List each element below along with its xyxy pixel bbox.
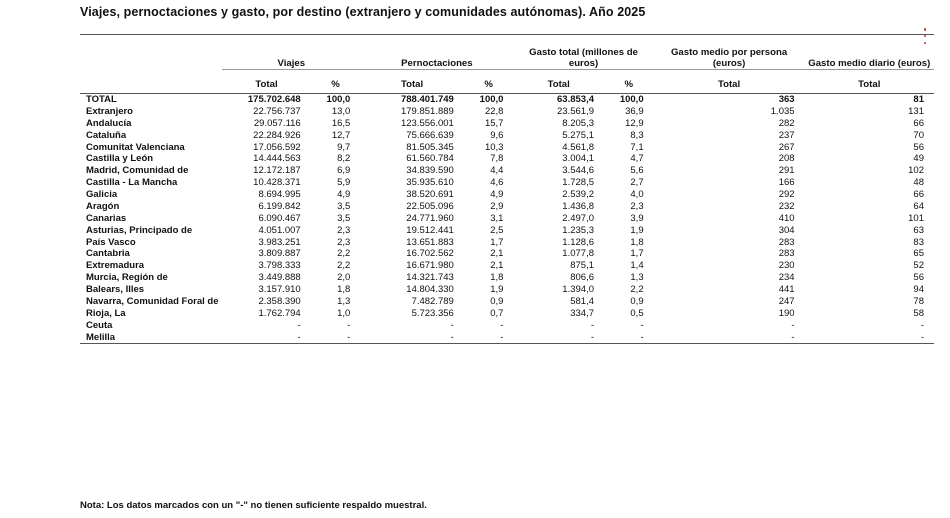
table-cell: - <box>222 332 310 344</box>
table-corner-cell-sub <box>80 70 222 94</box>
table-cell: 6,9 <box>337 165 351 177</box>
table-cell: 15,7 <box>484 117 504 129</box>
table-cell: 17.056.592 <box>253 141 301 153</box>
table-cell: 0,7 <box>490 307 504 319</box>
table-cell: 101 <box>908 212 924 224</box>
table-row <box>80 201 934 213</box>
table-cell: - <box>640 319 644 331</box>
table-cell: 16.671.980 <box>406 260 454 272</box>
table-cell: 66 <box>913 117 924 129</box>
table-cell: 2.497,0 <box>562 212 594 224</box>
table-cell: 8.694.995 <box>258 189 301 200</box>
table-cell: 52 <box>913 260 924 272</box>
row-label: Extremadura <box>86 260 145 272</box>
table-cell: 283 <box>778 248 795 260</box>
table-cell: 63.853,4 <box>557 94 594 105</box>
table-cell: 13.651.883 <box>406 236 454 248</box>
table-cell: - <box>500 319 504 331</box>
table-cell: 175.702.648 <box>247 94 301 105</box>
table-cell: 1.762.794 <box>258 307 301 319</box>
table-cell: 2,2 <box>337 248 351 260</box>
table-cell: 2,2 <box>630 284 644 295</box>
column-group-gasto-medio-persona: Gasto medio por persona (euros) <box>654 35 805 70</box>
table-cell: 38.520.691 <box>406 189 454 200</box>
table-cell: 10,3 <box>484 141 504 153</box>
table-cell: 19.512.441 <box>406 224 454 236</box>
table-row <box>80 260 934 272</box>
table-row <box>80 118 934 130</box>
table-cell: - <box>311 332 361 344</box>
table-cell: - <box>450 319 454 331</box>
table-cell: - <box>604 332 654 344</box>
table-row <box>80 189 934 201</box>
page-title: Viajes, pernoctaciones y gasto, por destino (extranjero y comunidades autónomas). Año 2025 <box>80 5 646 19</box>
row-label: Ceuta <box>86 319 113 331</box>
table-cell: - <box>347 319 351 331</box>
row-label: Andalucía <box>86 117 132 129</box>
table-cell: 2,0 <box>337 272 351 284</box>
column-header-gasto-pct: % <box>604 70 654 94</box>
table-cell: 100,0 <box>619 94 644 105</box>
table-cell: 208 <box>778 153 795 165</box>
table-cell: 1.077,8 <box>562 248 594 260</box>
row-label: Balears, Illes <box>86 284 145 295</box>
table-header <box>80 35 934 94</box>
table-cell: 2,5 <box>490 224 504 236</box>
table-cell: 2,1 <box>490 248 504 260</box>
table-cell: 283 <box>778 236 795 248</box>
table-cell: 2,1 <box>490 260 504 272</box>
table-row <box>80 225 934 237</box>
row-label: Cantabria <box>86 248 130 260</box>
table-row <box>80 165 934 177</box>
table-row <box>80 308 934 320</box>
table-cell: 7.482.789 <box>411 295 454 307</box>
table-cell: 3.983.251 <box>258 236 301 248</box>
table-cell: 2.358.390 <box>258 295 301 307</box>
table-cell: 7,1 <box>630 141 644 153</box>
table-cell: 3.449.888 <box>258 272 301 284</box>
table-cell: 65 <box>913 248 924 260</box>
table-cell: 12,7 <box>331 129 351 141</box>
table-cell: 5.275,1 <box>562 129 594 141</box>
row-label: Madrid, Comunidad de <box>86 165 189 177</box>
column-header-pernoctaciones-pct: % <box>464 70 514 94</box>
table-cell: 788.401.749 <box>400 94 454 105</box>
table-cell: 10.428.371 <box>253 177 301 189</box>
table-cell: 4,7 <box>630 153 644 165</box>
column-header-gasto-medio-diario-total: Total <box>805 70 934 94</box>
table-cell: 875,1 <box>570 260 594 272</box>
table-cell: 16,5 <box>331 117 351 129</box>
row-label: Galicia <box>86 189 118 200</box>
table-cell: 1.128,6 <box>562 236 594 248</box>
table-cell: 6.199.842 <box>258 200 301 212</box>
table-cell: 22.505.096 <box>406 200 454 212</box>
table-cell: 237 <box>778 129 795 141</box>
table-cell: 1,9 <box>630 224 644 236</box>
row-label: Asturias, Principado de <box>86 224 193 236</box>
row-label: Rioja, La <box>86 307 126 319</box>
table-cell: 4.561,8 <box>562 141 594 153</box>
table-cell: 81 <box>913 94 924 105</box>
table-cell: 63 <box>913 224 924 236</box>
table-cell: 2,3 <box>630 200 644 212</box>
column-header-gasto-medio-persona-total: Total <box>654 70 805 94</box>
kebab-dot <box>924 28 927 31</box>
table-row <box>80 177 934 189</box>
column-group-gasto-total: Gasto total (millones de euros) <box>513 35 653 70</box>
row-label: Comunitat Valenciana <box>86 141 185 153</box>
row-label: País Vasco <box>86 236 136 248</box>
table-cell: 8.205,3 <box>562 117 594 129</box>
row-label: TOTAL <box>86 94 117 105</box>
table-cell: 58 <box>913 307 924 319</box>
row-label: Extranjero <box>86 105 133 117</box>
table-cell: 441 <box>778 284 795 295</box>
table-cell: 3.798.333 <box>258 260 301 272</box>
table-cell: 94 <box>913 284 924 295</box>
table-cell: 14.321.743 <box>406 272 454 284</box>
table-cell: 78 <box>913 295 924 307</box>
row-label: Castilla - La Mancha <box>86 177 178 189</box>
table-cell: 8,3 <box>630 129 644 141</box>
table-cell: 4.051.007 <box>258 224 301 236</box>
table-cell: 234 <box>778 272 795 284</box>
column-group-pernoctaciones: Pernoctaciones <box>360 35 513 70</box>
row-label: Murcia, Región de <box>86 272 168 284</box>
table-cell: - <box>791 319 795 331</box>
table-cell: 4,0 <box>630 189 644 200</box>
column-header-viajes-total: Total <box>222 70 310 94</box>
table-cell: 1.035 <box>770 105 795 117</box>
table-cell: 35.935.610 <box>406 177 454 189</box>
table-cell: 48 <box>913 177 924 189</box>
table-cell: 100,0 <box>326 94 351 105</box>
table-cell: 29.057.116 <box>253 117 301 129</box>
table-cell: 9,6 <box>490 129 504 141</box>
table-cell: - <box>920 319 924 331</box>
table-cell: 61.560.784 <box>406 153 454 165</box>
table-cell: 49 <box>913 153 924 165</box>
table-cell: 1,4 <box>630 260 644 272</box>
data-table <box>80 34 934 344</box>
table-cell: - <box>654 332 805 344</box>
row-label: Castilla y León <box>86 153 154 165</box>
table-cell: 12,9 <box>625 117 644 129</box>
table-cell: 334,7 <box>570 307 594 319</box>
table-cell: 4,4 <box>490 165 504 177</box>
table-cell: 0,9 <box>490 295 504 307</box>
row-label: Navarra, Comunidad Foral de <box>86 295 219 307</box>
table-cell: - <box>805 332 934 344</box>
table-cell: 3,5 <box>337 212 351 224</box>
table-cell: 247 <box>778 295 795 307</box>
table-cell: 56 <box>913 272 924 284</box>
table-cell: 36,9 <box>625 105 644 117</box>
table-cell: 232 <box>778 200 795 212</box>
table-cell: 23.561,9 <box>557 105 594 117</box>
table-cell: 2,3 <box>337 224 351 236</box>
table-cell: 1,8 <box>337 284 351 295</box>
table-cell: 2,9 <box>490 200 504 212</box>
table-cell: 75.666.639 <box>406 129 454 141</box>
table-cell: 363 <box>778 94 795 105</box>
table-cell: 5,9 <box>337 177 351 189</box>
table-cell: 3.157.910 <box>258 284 301 295</box>
table-cell: 12.172.187 <box>253 165 301 177</box>
table-cell: 4,9 <box>337 189 351 200</box>
table-header-sub-row <box>80 70 934 94</box>
row-label: Aragón <box>86 200 120 212</box>
table-cell: 3.004,1 <box>562 153 594 165</box>
row-label: Canarias <box>86 212 127 224</box>
table-cell: 179.851.889 <box>400 105 454 117</box>
table-cell: 1,7 <box>630 248 644 260</box>
table-row <box>80 284 934 296</box>
table-cell: 70 <box>913 129 924 141</box>
table-cell: 4,9 <box>490 189 504 200</box>
table-cell: 3,9 <box>630 212 644 224</box>
table-cell: 64 <box>913 200 924 212</box>
table-cell: 22.756.737 <box>253 105 301 117</box>
table-cell: - <box>464 332 514 344</box>
table-cell: 1,3 <box>630 272 644 284</box>
table-cell: 0,9 <box>630 295 644 307</box>
table-cell: 100,0 <box>479 94 504 105</box>
table-body <box>80 94 934 344</box>
table-cell: 83 <box>913 236 924 248</box>
table-cell: 806,6 <box>570 272 594 284</box>
table-cell: 22,8 <box>484 105 504 117</box>
table-cell: 1.728,5 <box>562 177 594 189</box>
table-cell: 1,9 <box>490 284 504 295</box>
table-row <box>80 296 934 308</box>
table-cell: 56 <box>913 141 924 153</box>
table-cell: 292 <box>778 189 795 200</box>
table-cell: 267 <box>778 141 795 153</box>
column-group-viajes: Viajes <box>222 35 360 70</box>
table-cell: 1.394,0 <box>562 284 594 295</box>
column-header-pernoctaciones-total: Total <box>360 70 464 94</box>
table-cell: 66 <box>913 189 924 200</box>
table-cell: 581,4 <box>570 295 594 307</box>
table-cell: 1,3 <box>337 295 351 307</box>
table-row <box>80 106 934 118</box>
table-cell: 6.090.467 <box>258 212 301 224</box>
table-cell: 34.839.590 <box>406 165 454 177</box>
table-row <box>80 94 934 106</box>
table-cell: 5,6 <box>630 165 644 177</box>
table-cell: 7,8 <box>490 153 504 165</box>
table-cell: 22.284.926 <box>253 129 301 141</box>
table-cell: 1.436,8 <box>562 200 594 212</box>
table-cell: 2,7 <box>630 177 644 189</box>
table-cell: 3.544,6 <box>562 165 594 177</box>
table-row <box>80 130 934 142</box>
table-cell: - <box>360 332 464 344</box>
column-group-gasto-medio-diario: Gasto medio diario (euros) <box>805 35 934 70</box>
table-cell: 1,0 <box>337 307 351 319</box>
table-row <box>80 272 934 284</box>
table-cell: 131 <box>908 105 924 117</box>
table-cell: 24.771.960 <box>406 212 454 224</box>
table-cell: 13,0 <box>331 105 351 117</box>
table-cell: - <box>513 332 604 344</box>
table-cell: 0,5 <box>630 307 644 319</box>
table-row <box>80 153 934 165</box>
row-label: Cataluña <box>86 129 127 141</box>
table-cell: 2,2 <box>337 260 351 272</box>
table-cell: 1.235,3 <box>562 224 594 236</box>
table-corner-cell <box>80 35 222 70</box>
table-cell: 3.809.887 <box>258 248 301 260</box>
table-cell: 5.723.356 <box>411 307 454 319</box>
table-cell: 16.702.562 <box>406 248 454 260</box>
table-cell: 2.539,2 <box>562 189 594 200</box>
table-cell: 3,5 <box>337 200 351 212</box>
table-cell: 282 <box>778 117 795 129</box>
table-cell: - <box>590 319 594 331</box>
table-row <box>80 332 934 344</box>
table-cell: 2,3 <box>337 236 351 248</box>
table-note: Nota: Los datos marcados con un "-" no tienen suficiente respaldo muestral. <box>80 500 427 511</box>
table-cell: 14.444.563 <box>253 153 301 165</box>
table-row <box>80 213 934 225</box>
table-row <box>80 142 934 154</box>
table-cell: 14.804.330 <box>406 284 454 295</box>
table-cell: 4,6 <box>490 177 504 189</box>
table-cell: 1,8 <box>490 272 504 284</box>
column-header-viajes-pct: % <box>311 70 361 94</box>
table-cell: 304 <box>778 224 795 236</box>
column-header-gasto-total: Total <box>513 70 604 94</box>
table-cell: 291 <box>778 165 795 177</box>
table-cell: 1,7 <box>490 236 504 248</box>
table-cell: 123.556.001 <box>400 117 454 129</box>
table-header-group-row <box>80 35 934 70</box>
table-row <box>80 237 934 249</box>
table-cell: 166 <box>778 177 795 189</box>
table-cell: 190 <box>778 307 795 319</box>
table-cell: 1,8 <box>630 236 644 248</box>
table-cell: 9,7 <box>337 141 351 153</box>
table-cell: 230 <box>778 260 795 272</box>
table-row <box>80 248 934 260</box>
table-cell: 102 <box>908 165 924 177</box>
row-label: Melilla <box>80 332 222 344</box>
table-cell: 81.505.345 <box>406 141 454 153</box>
table-cell: 3,1 <box>490 212 504 224</box>
table-cell: - <box>297 319 301 331</box>
table-row <box>80 320 934 332</box>
table-cell: 8,2 <box>337 153 351 165</box>
table-cell: 410 <box>778 212 795 224</box>
